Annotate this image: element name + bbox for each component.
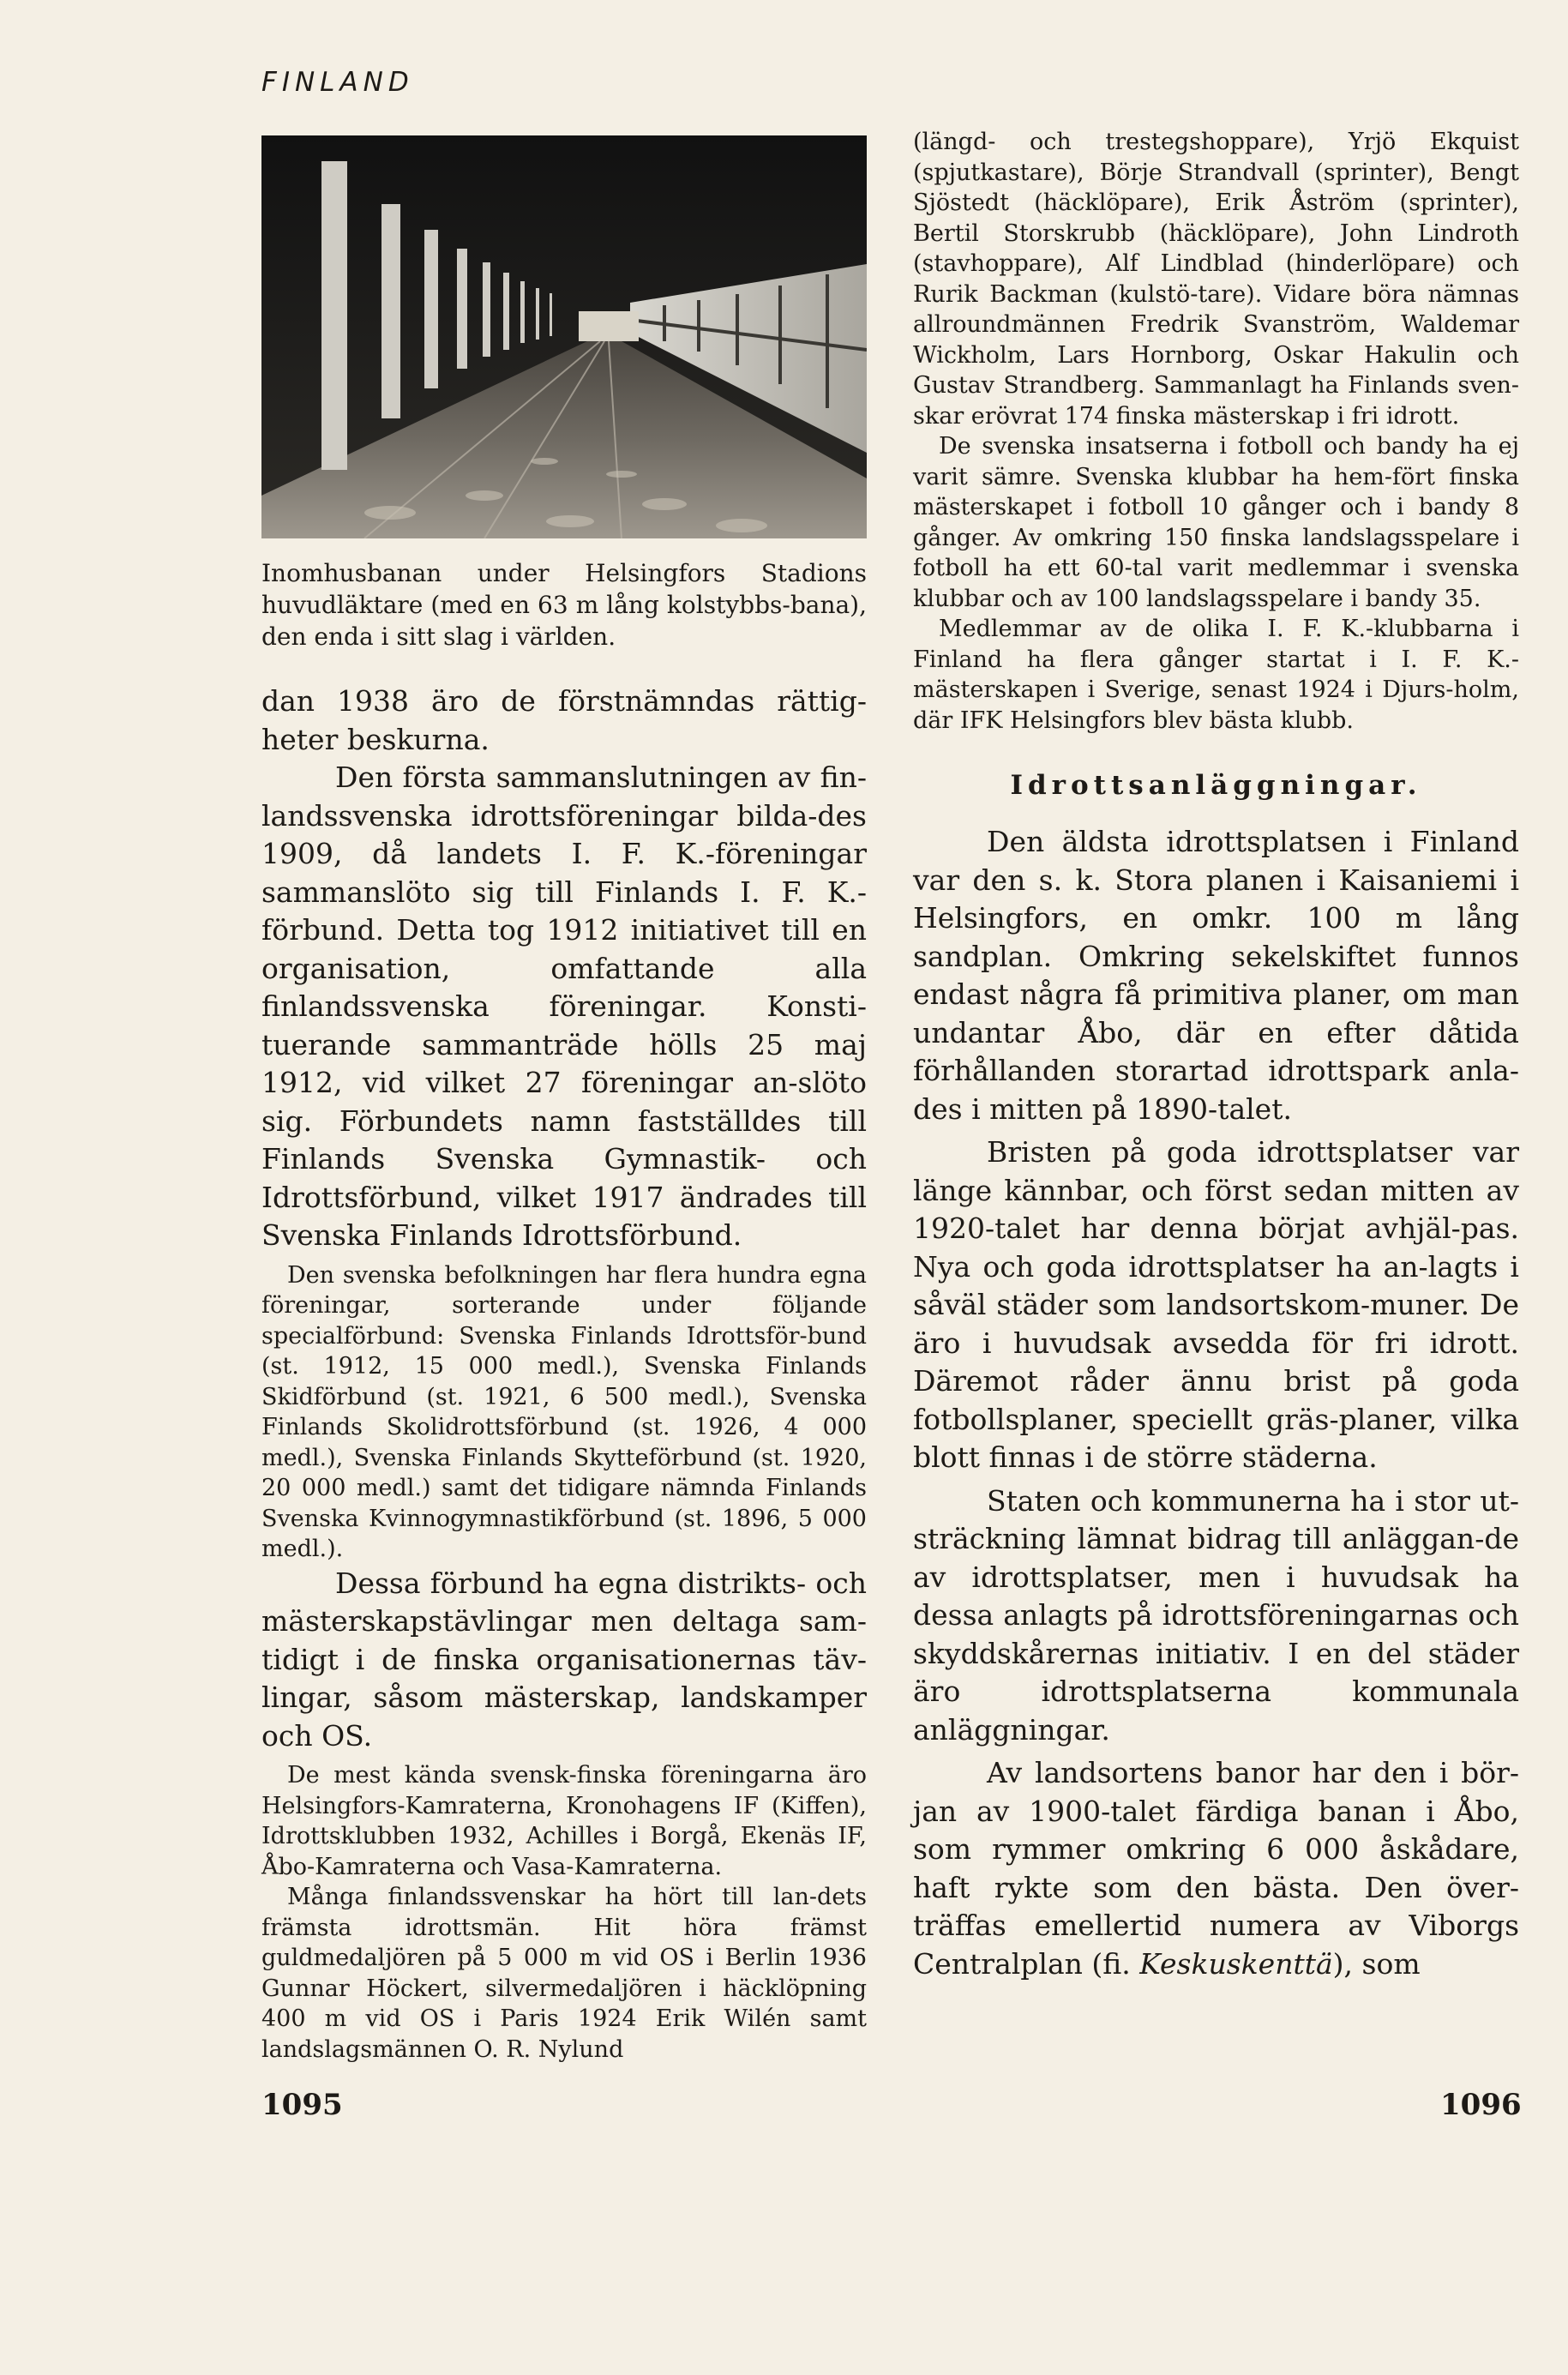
right-paragraph-2: De svenska insatserna i fotboll och bandy ha ej varit sämre. Svenska klubbar ha hem-fört finska mästerskapet i fotboll 10 gånger och i bandy 8 gånger. Av omkring 150 finska landslagsspelare i fotboll ha ett 60-tal varit medlemmar i svenska klubbar och av 100 landslagsspelare i bandy 35. (913, 433, 1519, 612)
left-paragraph-1: dan 1938 äro de förstnämndas rättig-heter beskurna. (261, 684, 867, 756)
section-heading: Idrottsanläggningar. (1010, 770, 1422, 801)
left-paragraph-3: Den svenska befolkningen har flera hundra egna föreningar, sorterande under följande specialförbund: Svenska Finlands Idrottsför-bund (st. 1912, 15 000 medl.), Svenska Finlands Skidförbund (st. 1921, 6 500 medl.), Svenska Finlands Skolidrottsförbund (st. 1926, 4 000 medl.), Svenska Finlands Skytteförbund (st. 1920, 20 000 medl.) samt det tidigare nämnda Finlands Svenska Kvinnogymnastikförbund (st. 1896, 5 000 medl.). (261, 1261, 867, 1562)
left-column (261, 682, 867, 2065)
stadium-track-photo (261, 135, 867, 538)
left-paragraph-5: De mest kända svensk-finska föreningarna äro Helsingfors-Kamraterna, Kronohagens IF (Kiffen), Idrottsklubben 1932, Achilles i Borgå, Ekenäs IF, Åbo-Kamraterna och Vasa-Kamraterna. (261, 1762, 867, 1880)
right-paragraph-6: Staten och kommunerna ha i stor ut-sträckning lämnat bidrag till anläggan-de av idrottsplatser, men i huvudsak ha dessa anlagts på idrottsföreningarnas och skyddskårernas initiativ. I en del städer äro idrottsplatserna kommunala anläggningar. (913, 1483, 1519, 1747)
left-paragraph-2: Den första sammanslutningen av fin-landssvenska idrottsföreningar bilda-des 1909, då landets I. F. K.-föreningar sammanslöto sig till Finlands I. F. K.-förbund. Detta tog 1912 initiativet till en organisation, omfattande alla finlandssvenska föreningar. Konsti-tuerande sammanträde hölls 25 maj 1912, vid vilket 27 föreningar an-slöto sig. Förbundets namn fastställdes till Finlands Svenska Gymnastik- och Idrottsförbund, vilket 1917 ändrades till Svenska Finlands Idrottsförbund. (261, 761, 867, 1252)
right-paragraph-7-text: Av landsortens banor har den i bör-jan av 1900-talet färdiga banan i Åbo, som rymmer omkring 6 000 åskådare, haft rykte som den bästa. Den över-träffas emellertid numera av Viborgs Centralplan (fi. (913, 1756, 1519, 1981)
right-paragraph-3: Medlemmar av de olika I. F. K.-klubbarna i Finland ha flera gånger startat i I. F. K.-mästerskapen i Sverige, senast 1924 i Djurs-holm, där IFK Helsingfors blev bästa klubb. (913, 616, 1519, 734)
page-number-right: 1096 (1440, 2088, 1522, 2122)
photo-caption: Inomhusbanan under Helsingfors Stadions huvudläktare (med en 63 m lång kolstybbs-bana), den enda i sitt slag i världen. (261, 559, 867, 651)
right-column (913, 127, 1519, 1983)
page-number-left: 1095 (261, 2088, 343, 2122)
right-paragraph-1: (längd- och trestegshoppare), Yrjö Ekquist (spjutkastare), Börje Strandvall (sprinter), Bengt Sjöstedt (häcklöpare), Erik Åström (sprinter), Bertil Storskrubb (häcklöpare), John Lindroth (stavhoppare), Alf Lindblad (hinderlöpare) och Rurik Backman (kulstö-tare). Vidare böra nämnas allroundmännen Fredrik Svanström, Waldemar Wickholm, Lars Hornborg, Oskar Hakulin och Gustav Strandberg. Sammanlagt ha Finlands sven-skar erövrat 174 finska mästerskap i fri idrott. (913, 129, 1519, 430)
right-paragraph-7-italic: Keskuskenttä (1139, 1946, 1333, 1981)
left-paragraph-6: Många finlandssvenskar ha hört till lan-dets främsta idrottsmän. Hit höra främst guldmedaljören på 5 000 m vid OS i Berlin 1936 Gunnar Höckert, silvermedaljören i häcklöpning 400 m vid OS i Paris 1924 Erik Wilén samt landslagsmännen O. R. Nylund (261, 1884, 867, 2063)
right-paragraph-4: Den äldsta idrottsplatsen i Finland var den s. k. Stora planen i Kaisaniemi i Helsingfors, en omkr. 100 m lång sandplan. Omkring sekelskiftet funnos endast några få primitiva planer, om man undantar Åbo, där en efter dåtida förhållanden storartad idrottspark anla-des i mitten på 1890-talet. (913, 825, 1519, 1126)
right-paragraph-7 (913, 1754, 1519, 1983)
left-paragraph-4: Dessa förbund ha egna distrikts- och mästerskapstävlingar men deltaga sam-tidigt i de finska organisationernas täv-lingar, såsom mästerskap, landskamper och OS. (261, 1566, 867, 1753)
right-paragraph-5: Bristen på goda idrottsplatser var länge kännbar, och först sedan mitten av 1920-talet har denna börjat avhjäl-pas. Nya och goda idrottsplatser ha an-lagts i såväl städer som landsortskom-muner. De äro i huvudsak avsedda för fri idrott. Däremot råder ännu brist på goda fotbollsplaner, speciellt gräs-planer, vilka blott finnas i de större städerna. (913, 1135, 1519, 1474)
running-head: FINLAND (261, 67, 414, 98)
right-paragraph-7-end: ), som (1332, 1946, 1421, 1981)
